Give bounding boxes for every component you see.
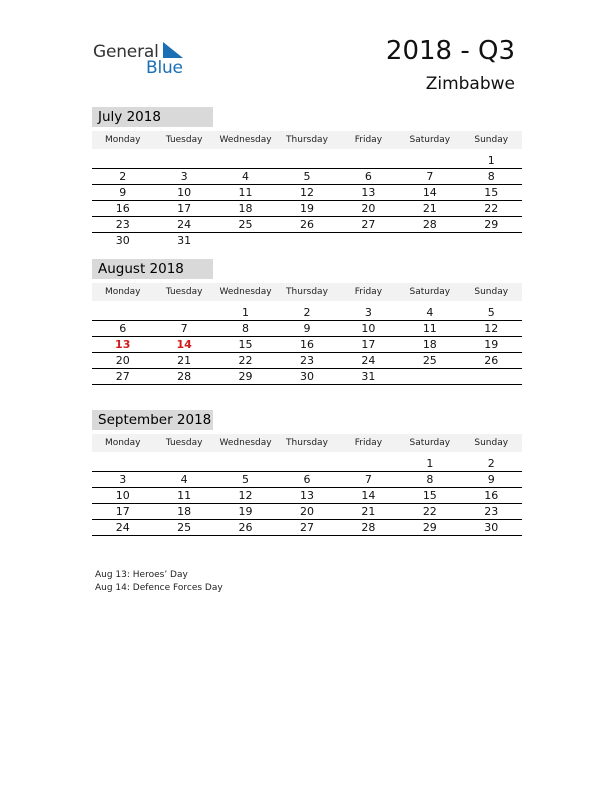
day-cell: 15 xyxy=(484,186,499,199)
day-cell: 22 xyxy=(238,354,253,367)
weekday-label: Wednesday xyxy=(219,135,272,145)
day-cell: 8 xyxy=(242,322,250,335)
day-cell: 23 xyxy=(484,505,499,518)
day-cell: 24 xyxy=(177,218,192,231)
day-cell: 7 xyxy=(426,170,434,183)
week-row xyxy=(92,353,522,369)
day-cell: 21 xyxy=(422,202,437,215)
holiday-note: Aug 14: Defence Forces Day xyxy=(95,583,223,593)
day-cell xyxy=(461,233,522,249)
day-cell: 19 xyxy=(238,505,253,518)
day-cell: 12 xyxy=(299,186,314,199)
weekday-label: Wednesday xyxy=(219,287,272,297)
week-row xyxy=(92,504,522,520)
day-cell: 27 xyxy=(299,521,314,534)
day-cell: 28 xyxy=(361,521,376,534)
month-name: August 2018 xyxy=(92,259,213,279)
day-cell: 28 xyxy=(177,370,192,383)
weekday-label: Wednesday xyxy=(219,438,272,448)
day-cell: 1 xyxy=(242,306,250,319)
weekday-label: Sunday xyxy=(474,438,509,448)
day-cell: 4 xyxy=(426,306,434,319)
weekday-label: Monday xyxy=(104,287,141,297)
day-cell: 16 xyxy=(299,338,314,351)
day-cell: 11 xyxy=(177,489,192,502)
day-cell: 20 xyxy=(299,505,314,518)
logo-text-general: General xyxy=(93,42,159,62)
day-cell: 3 xyxy=(364,306,372,319)
day-cell xyxy=(276,456,337,471)
weekday-label: Tuesday xyxy=(165,438,203,448)
weekday-label: Friday xyxy=(354,287,383,297)
day-cell: 23 xyxy=(299,354,314,367)
day-cell: 15 xyxy=(238,338,253,351)
day-cell: 17 xyxy=(361,338,376,351)
weekday-header xyxy=(92,131,522,149)
weekday-label: Thursday xyxy=(286,438,328,448)
weekday-header xyxy=(92,283,522,301)
day-cell: 30 xyxy=(484,521,499,534)
day-cell: 31 xyxy=(361,370,376,383)
day-cell: 17 xyxy=(177,202,192,215)
month-august xyxy=(92,259,522,385)
month-september xyxy=(92,410,522,536)
week-row xyxy=(92,201,522,217)
day-cell xyxy=(92,456,153,471)
month-name: September 2018 xyxy=(92,410,213,430)
quarter-title: 2018 - Q3 xyxy=(385,36,515,66)
month-july xyxy=(92,107,522,249)
day-cell: 30 xyxy=(115,234,130,247)
weekday-label: Friday xyxy=(354,135,383,145)
day-cell: 8 xyxy=(487,170,495,183)
day-cell: 8 xyxy=(426,473,434,486)
day-cell: 10 xyxy=(361,322,376,335)
day-cell: 29 xyxy=(484,218,499,231)
day-cell: 6 xyxy=(364,170,372,183)
day-cell: 25 xyxy=(238,218,253,231)
week-row xyxy=(92,456,522,472)
day-cell: 22 xyxy=(422,505,437,518)
day-cell xyxy=(153,153,214,168)
week-row xyxy=(92,305,522,321)
day-cell xyxy=(399,369,460,384)
week-row xyxy=(92,153,522,169)
day-cell: 22 xyxy=(484,202,499,215)
month-name: July 2018 xyxy=(92,107,213,127)
day-cell: 26 xyxy=(238,521,253,534)
day-cell xyxy=(461,369,522,384)
day-cell: 2 xyxy=(487,457,495,470)
logo-triangle-icon xyxy=(161,42,183,60)
day-cell: 14 xyxy=(361,489,376,502)
day-cell: 21 xyxy=(177,354,192,367)
day-cell xyxy=(215,153,276,168)
day-cell: 1 xyxy=(487,154,495,167)
day-cell: 20 xyxy=(115,354,130,367)
week-row xyxy=(92,321,522,337)
day-cell: 6 xyxy=(119,322,127,335)
day-cell: 23 xyxy=(115,218,130,231)
day-cell: 24 xyxy=(115,521,130,534)
weekday-label: Tuesday xyxy=(165,135,203,145)
day-cell: 9 xyxy=(487,473,495,486)
day-cell: 12 xyxy=(238,489,253,502)
day-cell: 13 xyxy=(299,489,314,502)
weekday-label: Thursday xyxy=(286,287,328,297)
day-cell: 16 xyxy=(115,202,130,215)
day-cell: 13 xyxy=(361,186,376,199)
week-row xyxy=(92,169,522,185)
day-cell xyxy=(276,233,337,249)
week-row xyxy=(92,520,522,536)
day-cell: 27 xyxy=(115,370,130,383)
weekday-label: Monday xyxy=(104,438,141,448)
week-row xyxy=(92,217,522,233)
day-cell: 7 xyxy=(364,473,372,486)
day-cell xyxy=(153,456,214,471)
day-cell: 16 xyxy=(484,489,499,502)
day-cell: 9 xyxy=(119,186,127,199)
day-cell: 26 xyxy=(484,354,499,367)
day-cell: 18 xyxy=(238,202,253,215)
weekday-label: Sunday xyxy=(474,135,509,145)
day-cell xyxy=(338,456,399,471)
day-cell: 9 xyxy=(303,322,311,335)
day-cell: 24 xyxy=(361,354,376,367)
day-cell: 28 xyxy=(422,218,437,231)
day-cell: 30 xyxy=(299,370,314,383)
week-row xyxy=(92,233,522,249)
day-cell xyxy=(338,153,399,168)
day-cell: 10 xyxy=(177,186,192,199)
day-cell: 2 xyxy=(119,170,127,183)
day-cell: 17 xyxy=(115,505,130,518)
weekday-label: Saturday xyxy=(409,438,451,448)
day-cell: 21 xyxy=(361,505,376,518)
day-cell: 20 xyxy=(361,202,376,215)
day-cell: 25 xyxy=(177,521,192,534)
country-name: Zimbabwe xyxy=(425,74,515,94)
day-cell: 7 xyxy=(180,322,188,335)
day-cell: 5 xyxy=(303,170,311,183)
week-row xyxy=(92,472,522,488)
day-cell xyxy=(338,233,399,249)
day-cell: 26 xyxy=(299,218,314,231)
day-cell: 4 xyxy=(242,170,250,183)
day-cell: 11 xyxy=(238,186,253,199)
logo-text-blue: Blue xyxy=(146,58,183,78)
holiday-note: Aug 13: Heroes’ Day xyxy=(95,570,188,580)
day-cell xyxy=(92,305,153,320)
weekday-label: Thursday xyxy=(286,135,328,145)
day-cell: 3 xyxy=(180,170,188,183)
weekday-label: Monday xyxy=(104,135,141,145)
general-blue-logo xyxy=(93,40,193,80)
weekday-label: Sunday xyxy=(474,287,509,297)
day-cell: 29 xyxy=(422,521,437,534)
day-cell: 19 xyxy=(484,338,499,351)
day-cell: 19 xyxy=(299,202,314,215)
week-row xyxy=(92,337,522,353)
day-cell: 18 xyxy=(177,505,192,518)
day-cell: 1 xyxy=(426,457,434,470)
weekday-label: Saturday xyxy=(409,287,451,297)
day-cell xyxy=(153,305,214,320)
day-cell: 6 xyxy=(303,473,311,486)
weekday-label: Friday xyxy=(354,438,383,448)
day-cell xyxy=(215,233,276,249)
day-cell: 3 xyxy=(119,473,127,486)
day-cell xyxy=(399,233,460,249)
day-cell: 25 xyxy=(422,354,437,367)
week-row xyxy=(92,185,522,201)
day-cell: 14 xyxy=(422,186,437,199)
day-cell: 5 xyxy=(242,473,250,486)
day-cell: 13 xyxy=(115,338,131,351)
day-cell xyxy=(276,153,337,168)
day-cell: 15 xyxy=(422,489,437,502)
day-cell: 11 xyxy=(422,322,437,335)
day-cell: 10 xyxy=(115,489,130,502)
day-cell: 2 xyxy=(303,306,311,319)
day-cell: 27 xyxy=(361,218,376,231)
week-row xyxy=(92,369,522,385)
day-cell xyxy=(399,153,460,168)
day-cell: 4 xyxy=(180,473,188,486)
weekday-label: Saturday xyxy=(409,135,451,145)
week-row xyxy=(92,488,522,504)
weekday-label: Tuesday xyxy=(165,287,203,297)
day-cell xyxy=(215,456,276,471)
day-cell: 31 xyxy=(177,234,192,247)
day-cell: 5 xyxy=(487,306,495,319)
day-cell: 12 xyxy=(484,322,499,335)
holiday-notes xyxy=(95,569,223,595)
weekday-header xyxy=(92,434,522,452)
day-cell: 14 xyxy=(176,338,192,351)
day-cell xyxy=(92,153,153,168)
day-cell: 29 xyxy=(238,370,253,383)
day-cell: 18 xyxy=(422,338,437,351)
